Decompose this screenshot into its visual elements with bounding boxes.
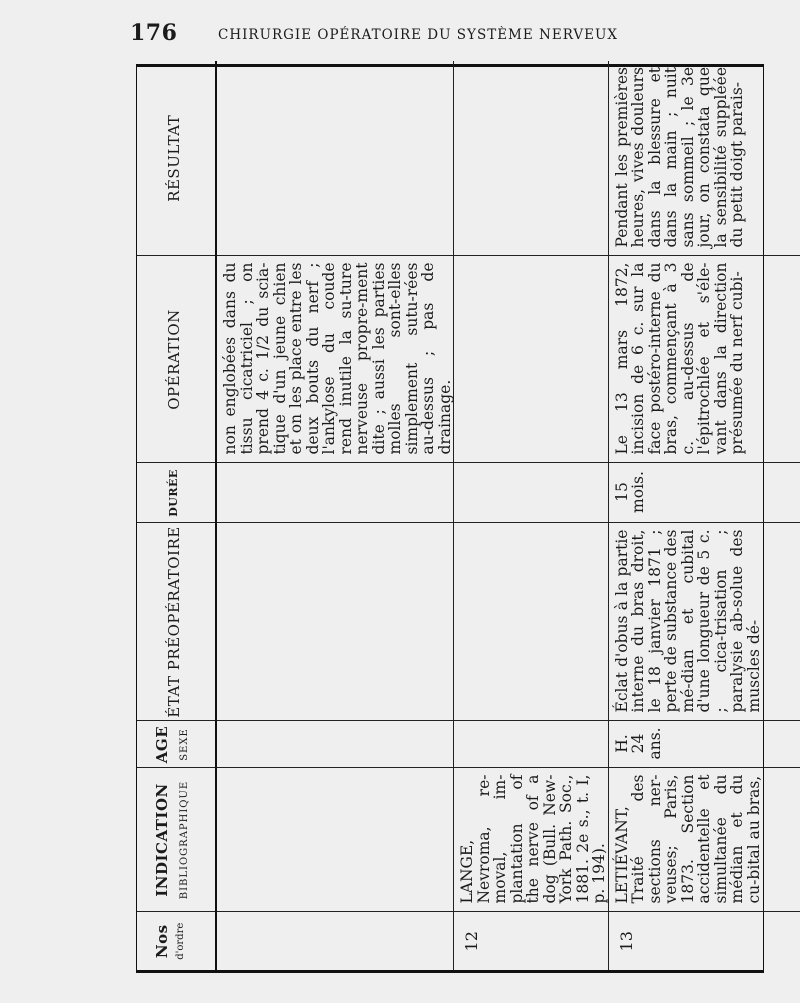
- running-title: CHIRURGIE OPÉRATOIRE DU SYSTÈME NERVEUX: [218, 27, 618, 43]
- col-header-no-line2: d'ordre: [175, 922, 186, 960]
- cell-operation: [608, 256, 800, 463]
- rotated-table: [136, 64, 764, 973]
- cell-indication: [608, 768, 800, 912]
- cell-operation: [216, 256, 454, 463]
- col-header-resultat-label: RÉSULTAT: [165, 114, 183, 202]
- col-header-resultat: [137, 61, 216, 256]
- resultat-text: Pendant les premières heures, vives douleurs dans la blessure et dans la main ; nuit sans sommeil ; le 3e jour, on constata que la sensibilité suppléée du petit doigt parais-: [612, 67, 746, 248]
- col-header-operation: [137, 256, 216, 463]
- age-sex-text: H. 24 ans.: [612, 727, 664, 760]
- cell-etat: [454, 523, 609, 721]
- cell-indication: [454, 768, 609, 912]
- operation-text: Le 13 mars 1872, incision de 6 c. sur la face postéro-interne du bras, commençant à 3 c. au-dessus de l'épitrochlée et s'éle-vant dans la direction présumée du nerf cubi-: [612, 262, 746, 455]
- etat-text: Éclat d'obus à la partie interne du bras droit, le 18 janvier 1871 ; perte de substance des mé-dian et cubital d'une longueur de 5 c. ; cica-trisation ; paralysie ab-solue des muscles dé-: [612, 529, 763, 713]
- cell-number: [216, 912, 454, 970]
- table-frame: [136, 64, 764, 973]
- cell-operation: [454, 256, 609, 463]
- row-number: 13: [616, 931, 636, 952]
- col-header-duree: [137, 463, 216, 523]
- col-header-duree-label: DURÉE: [167, 469, 180, 517]
- indication-text: LETIÉVANT, Traité des sections ner-veuses; Paris, 1873. Section accidentelle et simultanée du médian et du cu-bital au bras,: [612, 774, 763, 904]
- col-header-age-line1: AGE: [153, 725, 171, 764]
- col-header-indication-line2: BIBLIOGRAPHIQUE: [179, 780, 190, 900]
- col-header-no: [137, 912, 216, 970]
- table-row: [216, 61, 454, 970]
- col-header-no-line1: Nos: [153, 924, 171, 959]
- cell-resultat: [608, 61, 800, 256]
- cell-duree: [216, 463, 454, 523]
- cell-age-sex: [216, 721, 454, 768]
- cell-age-sex: [454, 721, 609, 768]
- cell-etat: [608, 523, 800, 721]
- col-header-age: [137, 721, 216, 768]
- cell-number: [608, 912, 800, 970]
- col-header-etat: [137, 523, 216, 721]
- cell-age-sex: [608, 721, 800, 768]
- page-number: 176: [130, 20, 178, 46]
- cell-etat: [216, 523, 454, 721]
- cell-resultat: [216, 61, 454, 256]
- indication-text: LANGE, Nevroma, re-moval, im-plantation of the nerve of a dog (Bull. New-York Path. Soc., 1881. 2e s., t. I, p. 194).: [458, 774, 608, 904]
- cell-duree: [608, 463, 800, 523]
- operation-text: non englobées dans du tissu cicatriciel ; on prend 4 c. 1/2 du scia-tique d'un jeune chien et on les place entre les deux bouts du nerf ; l'ankylose du coude rend inutile la su-ture nerveuse propre-ment dite ; aussi les parties molles sont-elles simplement sutu-rées au-dessus ; pas de drainage.: [221, 262, 454, 455]
- table-row: [608, 61, 800, 970]
- cell-number: [454, 912, 609, 970]
- header-row: [137, 61, 216, 970]
- cell-duree: [454, 463, 609, 523]
- row-number: 12: [462, 931, 481, 952]
- col-header-age-line2: SEXE: [179, 728, 190, 761]
- page-header: [0, 20, 800, 50]
- duree-text: 15 mois.: [612, 471, 647, 513]
- table-row: [454, 61, 609, 970]
- col-header-etat-label: ÉTAT PRÉOPÉRATOIRE: [165, 526, 183, 718]
- col-header-indication-line1: INDICATION: [153, 783, 171, 897]
- cell-indication: [216, 768, 454, 912]
- col-header-operation-label: OPÉRATION: [165, 309, 183, 410]
- col-header-indication: [137, 768, 216, 912]
- operations-table: [137, 61, 800, 970]
- cell-resultat: [454, 61, 609, 256]
